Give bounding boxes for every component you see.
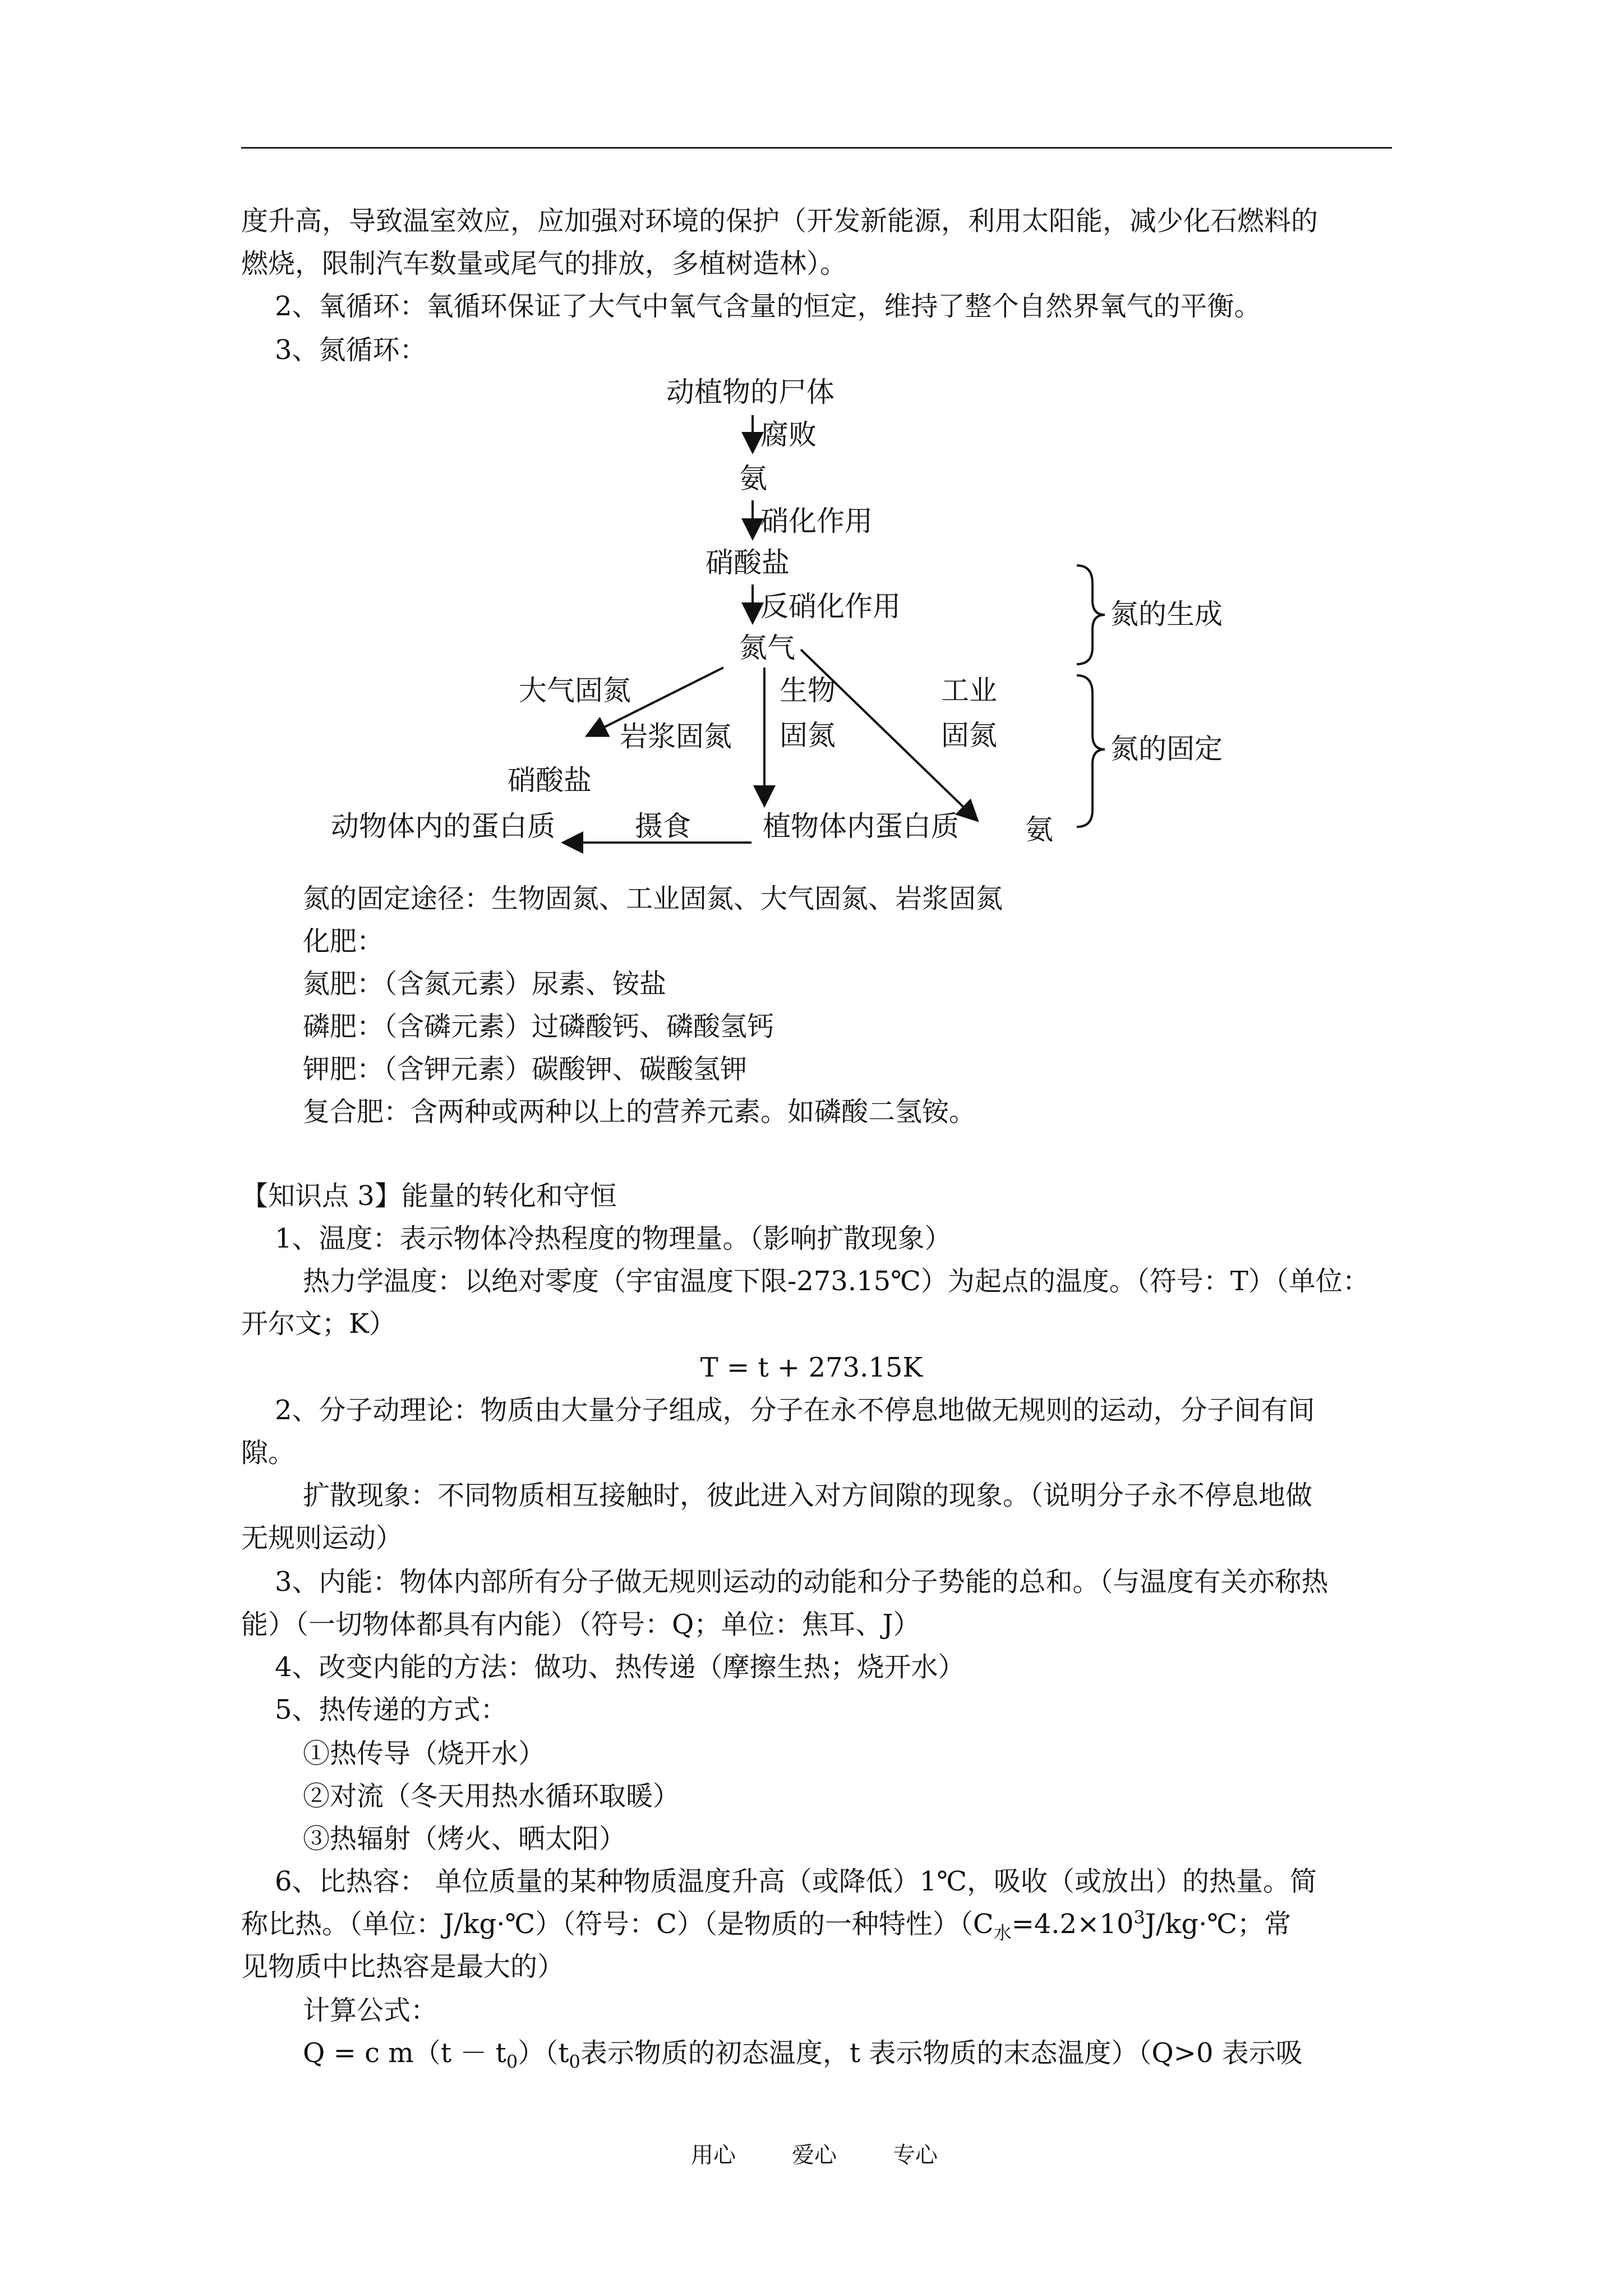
section-heading: 【知识点 3】能量的转化和守恒	[241, 1180, 617, 1212]
node-animal-protein: 动物体内的蛋白质	[331, 810, 555, 843]
text-line: 3、内能：物体内部所有分子做无规则运动的动能和分子势能的总和。（与温度有关亦称热	[275, 1566, 1329, 1598]
text-line: 6、比热容： 单位质量的某种物质温度升高（或降低）1℃，吸收（或放出）的热量。简	[275, 1866, 1317, 1897]
footer-text: 爱心	[792, 2142, 837, 2168]
text-line: 4、改变内能的方法：做功、热传递（摩擦生热；烧开水）	[275, 1651, 965, 1683]
text-line: 开尔文；K）	[241, 1308, 396, 1340]
text-line: 计算公式：	[303, 1995, 438, 2026]
text-line: 能）（一切物体都具有内能）（符号：Q；单位：焦耳、J）	[241, 1609, 920, 1640]
label-nitrification: 硝化作用	[760, 505, 873, 537]
label-ingestion: 摄食	[635, 810, 691, 843]
text-line: 隙。	[241, 1437, 296, 1469]
label-denitrification: 反硝化作用	[760, 590, 901, 623]
text-line: 燃烧，限制汽车数量或尾气的排放，多植树造林）。	[241, 248, 847, 279]
brace-fixation	[1077, 675, 1105, 827]
formula: T = t + 273.15K	[700, 1352, 923, 1383]
text-line: 化肥：	[303, 926, 384, 957]
text-line: 氮肥：（含氮元素）尿素、铵盐	[303, 968, 667, 1000]
text-line: 复合肥：含两种或两种以上的营养元素。如磷酸二氢铵。	[303, 1096, 976, 1128]
text-line: 称比热。（单位：J/kg·℃）（符号：C）（是物质的一种特性）（$C_水=4.2\times 10^3J/kg\cdot℃$；常	[241, 1907, 1292, 1944]
label-atmospheric-fixation: 大气固氮	[519, 674, 631, 707]
label-industrial-fixation-1: 工业	[941, 674, 997, 707]
text-line: ②对流（冬天用热水循环取暖）	[303, 1780, 680, 1812]
footer-text: 专心	[893, 2142, 938, 2168]
node-nitrate: 硝酸盐	[706, 546, 790, 579]
brace-generation	[1077, 565, 1105, 664]
text-line: 5、热传递的方式：	[275, 1694, 508, 1726]
text-line: 扩散现象：不同物质相互接触时，彼此进入对方间隙的现象。（说明分子永不停息地做	[303, 1480, 1313, 1511]
footer-text: 用心	[691, 2142, 736, 2168]
node-ammonia-2: 氨	[1025, 813, 1053, 846]
text-line: 度升高，导致温室效应，应加强对环境的保护（开发新能源，利用太阳能，减少化石燃料的	[241, 205, 1318, 237]
text-line: 2、氧循环：氧循环保证了大气中氧气含量的恒定，维持了整个自然界氧气的平衡。	[275, 291, 1261, 322]
text-line: 氮的固定途径：生物固氮、工业固氮、大气固氮、岩浆固氮	[303, 883, 1003, 914]
text-line: 2、分子动理论：物质由大量分子组成，分子在永不停息地做无规则的运动，分子间有间	[275, 1395, 1315, 1426]
label-decay: 腐败	[760, 418, 817, 451]
node-nitrate-2: 硝酸盐	[508, 764, 592, 797]
text-line: 无规则运动）	[241, 1522, 403, 1554]
label-biological-fixation-1: 生物	[780, 674, 836, 707]
text-line: 3、氮循环：	[275, 334, 427, 366]
text-line: ③热辐射（烤火、晒太阳）	[303, 1823, 626, 1855]
text-line: 磷肥：（含磷元素）过磷酸钙、磷酸氢钙	[303, 1011, 774, 1042]
text-line: 钾肥：（含钾元素）碳酸钾、碳酸氢钾	[303, 1053, 748, 1085]
text-line: 见物质中比热容是最大的）	[241, 1951, 565, 1982]
node-ammonia: 氨	[739, 462, 767, 495]
text-line: 热力学温度：以绝对零度（宇宙温度下限-273.15℃）为起点的温度。（符号：T）（单位：	[303, 1266, 1370, 1297]
label-biological-fixation-2: 固氮	[780, 719, 836, 752]
label-industrial-fixation-2: 固氮	[941, 719, 997, 752]
nitrogen-cycle-diagram	[314, 376, 1301, 869]
label-nitrogen-generation: 氮的生成	[1110, 598, 1223, 631]
text-line: 1、温度：表示物体冷热程度的物理量。（影响扩散现象）	[275, 1223, 952, 1254]
node-dead-organisms: 动植物的尸体	[666, 376, 834, 408]
text-line: Q = c $m(t - t_0)(t_0$表示物质的初态温度，t 表示物质的末态温度）（Q>0 表示吸	[303, 2037, 1303, 2073]
node-plant-protein: 植物体内蛋白质	[763, 810, 959, 843]
page-footer	[0, 2137, 1623, 2173]
label-nitrogen-fixation: 氮的固定	[1110, 733, 1223, 765]
text-line: ①热传导（烧开水）	[303, 1738, 546, 1769]
header-rule	[241, 147, 1392, 149]
label-magma-fixation: 岩浆固氮	[620, 720, 732, 753]
node-nitrogen-gas: 氮气	[739, 632, 795, 664]
